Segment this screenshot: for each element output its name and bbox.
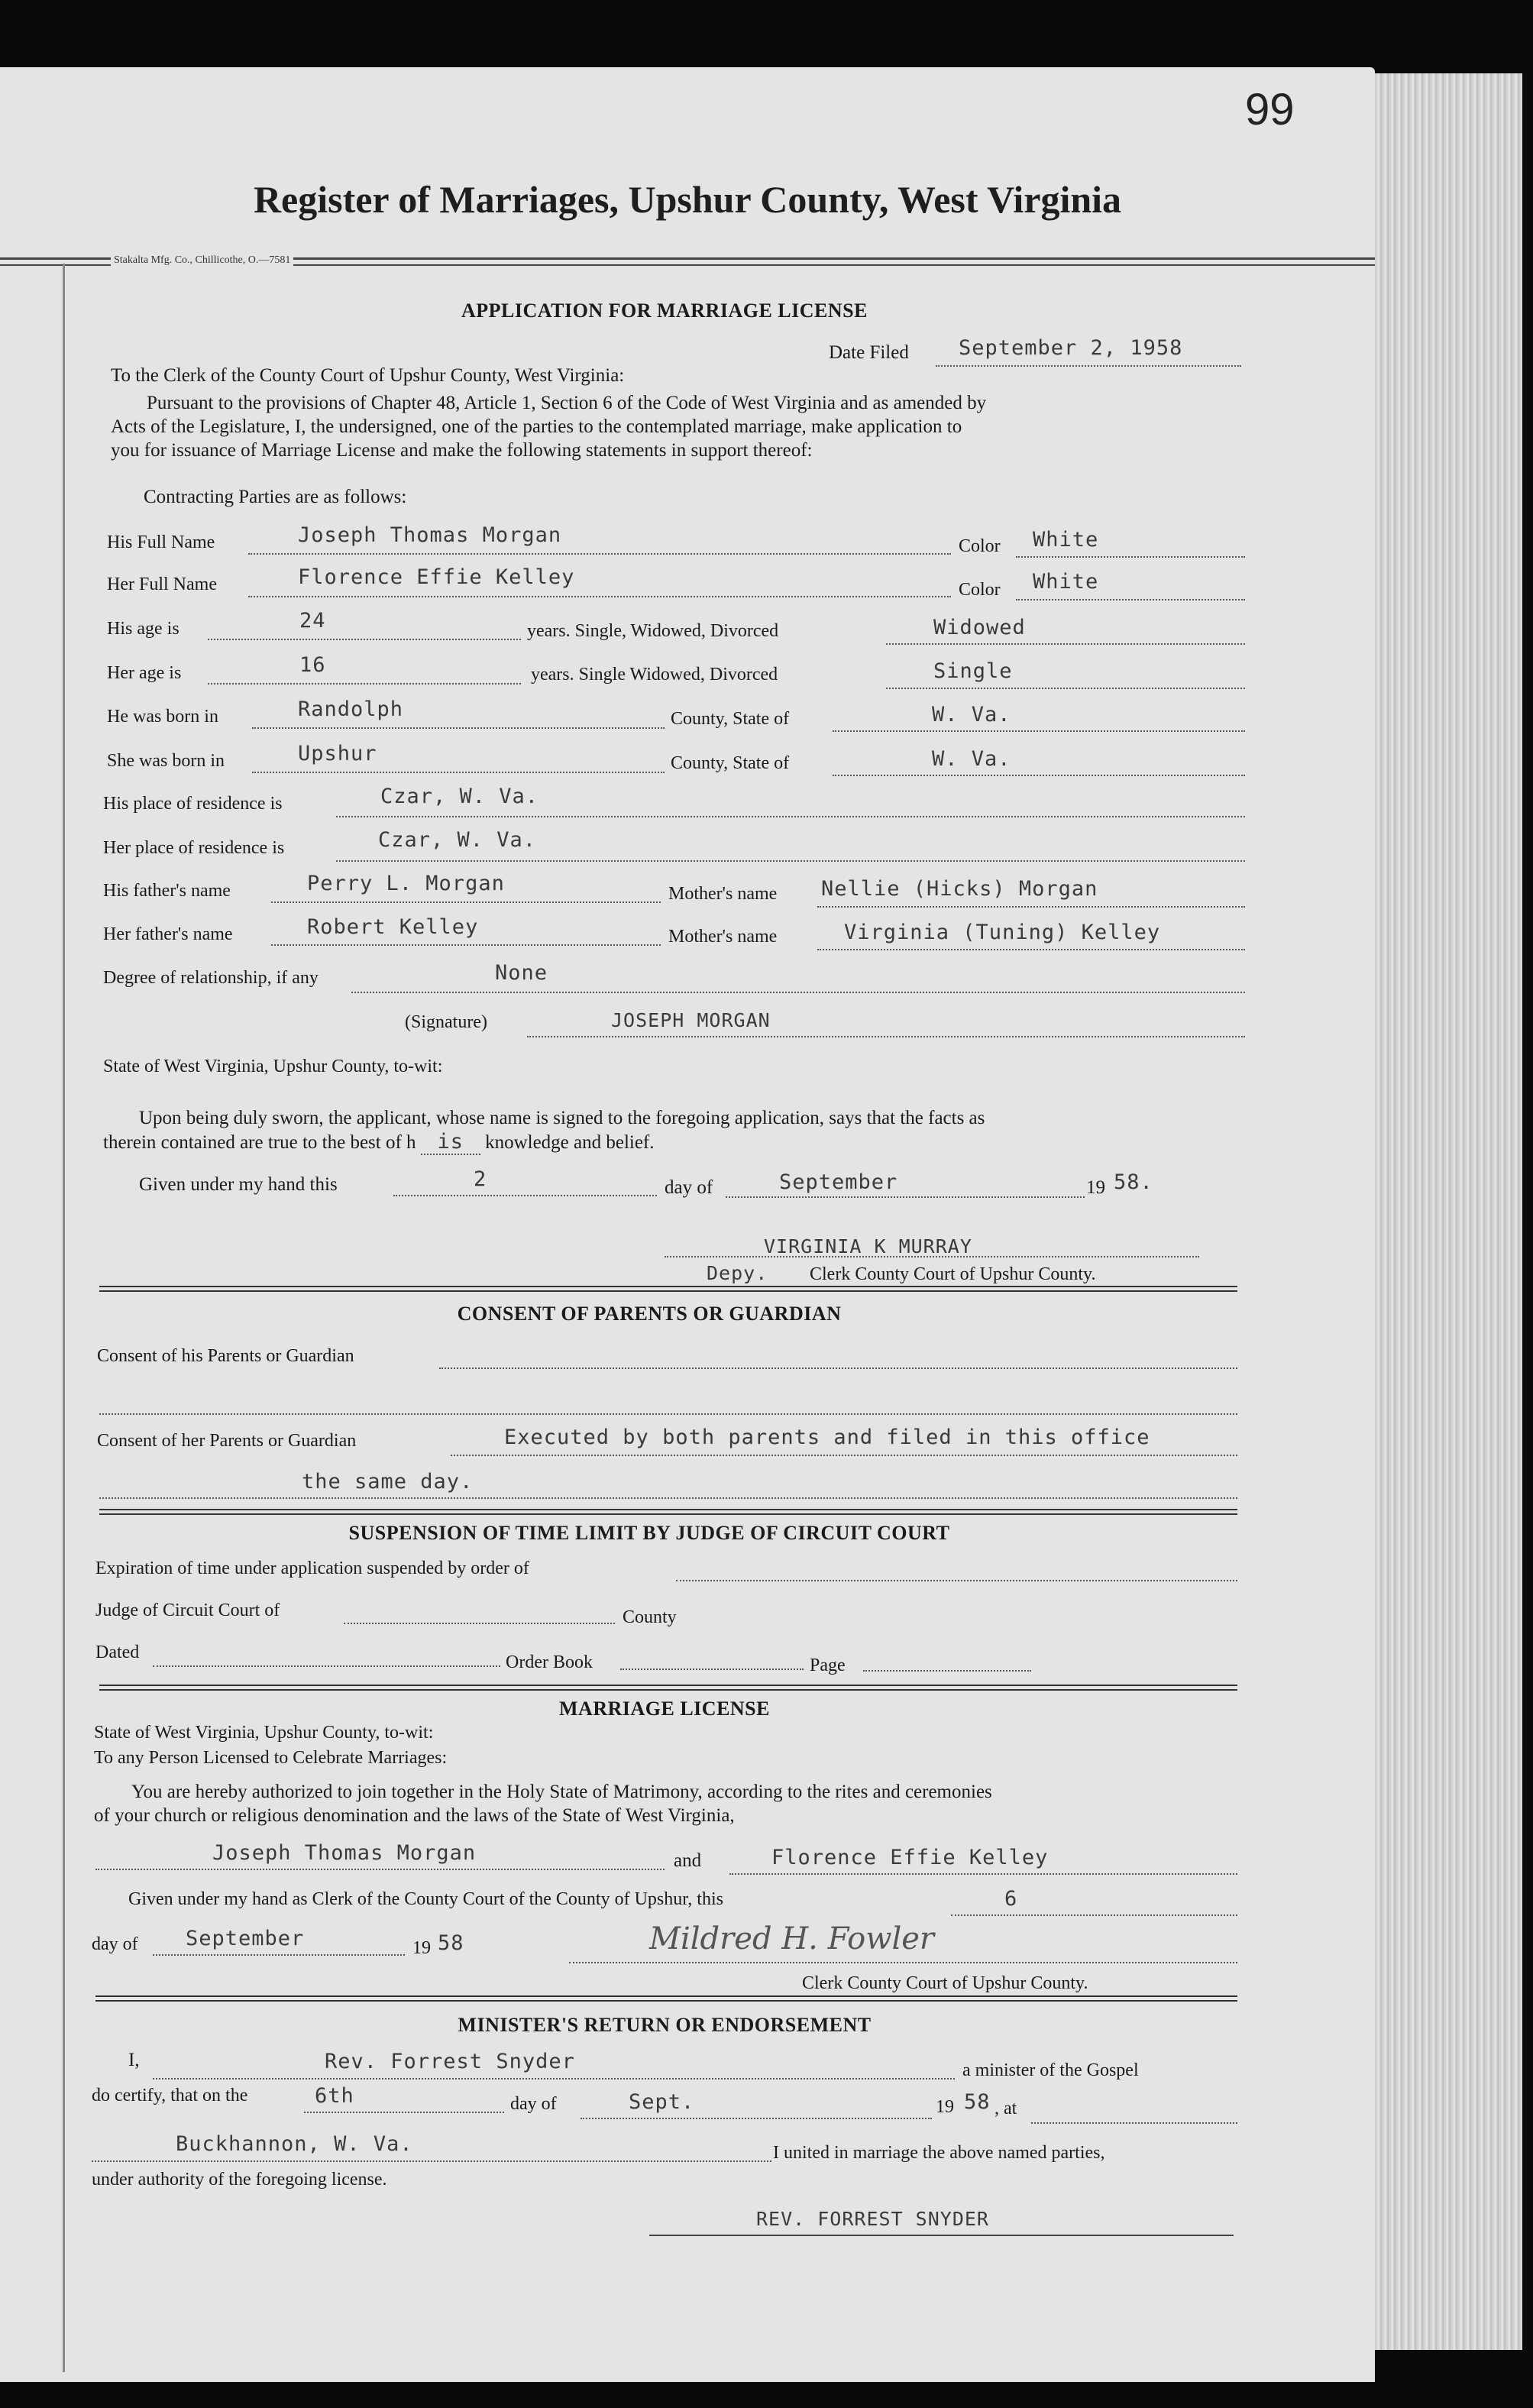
her-mother-value: Virginia (Tuning) Kelley [844, 921, 1161, 944]
dated-line [153, 1665, 500, 1667]
section-divider-2 [99, 1509, 1237, 1515]
his-name-line [248, 553, 951, 555]
her-father-value: Robert Kelley [307, 915, 479, 939]
page-line [863, 1670, 1031, 1672]
minister-heading: MINISTER'S RETURN OR ENDORSEMENT [458, 2014, 872, 2036]
section-divider-1 [99, 1286, 1237, 1292]
his-father-label: His father's name [103, 881, 231, 901]
sworn-line-2-start: therein contained are true to the best of h [103, 1132, 416, 1153]
her-residence-line [336, 860, 1245, 862]
her-name-line [248, 596, 951, 597]
dated-label: Dated [95, 1643, 140, 1662]
sworn-line-2 [103, 1130, 655, 1155]
minister-place-line [92, 2160, 771, 2162]
intro-line-2: Acts of the Legislature, I, the undersigned, one of the parties to the contemplated marriage, make application to [111, 416, 962, 437]
section-divider-4 [95, 1995, 1237, 2002]
her-age-label: Her age is [107, 663, 182, 683]
her-status-label: years. Single Widowed, Divorced [531, 665, 778, 685]
his-age-label: His age is [107, 619, 179, 639]
expiration-line [676, 1580, 1237, 1581]
license-month: September [186, 1927, 305, 1950]
date-filed-line [936, 365, 1241, 367]
section-divider-3 [99, 1685, 1237, 1691]
he-state-line [833, 730, 1245, 732]
his-age-value: 24 [299, 609, 326, 633]
given-label: Given under my hand this [139, 1174, 338, 1195]
minister-name: Rev. Forrest Snyder [325, 2050, 575, 2073]
license-and: and [674, 1850, 702, 1871]
consent-his-line [439, 1367, 1237, 1369]
her-mother-label: Mother's name [668, 927, 778, 947]
his-color-value: White [1033, 528, 1099, 552]
his-name-label: His Full Name [107, 532, 215, 552]
clerk-line [665, 1256, 1199, 1257]
her-mother-line [817, 949, 1245, 950]
she-born-line [252, 772, 665, 773]
consent-her-label: Consent of her Parents or Guardian [97, 1431, 357, 1451]
clerk-name: VIRGINIA K MURRAY [764, 1235, 972, 1257]
his-father-value: Perry L. Morgan [307, 872, 505, 895]
minister-month: Sept. [629, 2090, 695, 2114]
minister-certify-label: do certify, that on the [92, 2086, 248, 2105]
she-born-label: She was born in [107, 751, 225, 771]
clerk-depy: Depy. [707, 1262, 768, 1284]
to-clerk-line: To the Clerk of the County Court of Upshur County, West Virginia: [111, 365, 625, 386]
his-status-label: years. Single, Widowed, Divorced [527, 621, 779, 641]
given-day-value: 2 [474, 1167, 487, 1191]
license-year-prefix: 19 [412, 1938, 431, 1958]
judge-label: Judge of Circuit Court of [95, 1600, 280, 1620]
she-state-line [833, 775, 1245, 776]
signature-line [527, 1036, 1245, 1037]
his-color-line [1016, 556, 1245, 558]
minister-day-of: day of [510, 2094, 557, 2114]
sworn-line-1: Upon being duly sworn, the applicant, whose name is signed to the foregoing application, says that the facts as [139, 1108, 985, 1128]
suspension-heading: SUSPENSION OF TIME LIMIT BY JUDGE OF CIRCUIT COURT [348, 1522, 950, 1544]
minister-day-line [304, 2112, 504, 2113]
intro-line-1: Pursuant to the provisions of Chapter 48, Article 1, Section 6 of the Code of West Virginia and as amended by [147, 393, 987, 413]
his-residence-value: Czar, W. Va. [380, 785, 539, 808]
consent-her-line [451, 1455, 1237, 1456]
her-color-line [1016, 599, 1245, 600]
his-mother-value: Nellie (Hicks) Morgan [821, 877, 1098, 901]
license-authorized-1: You are hereby authorized to join together in the Holy State of Matrimony, according to the rites and ceremonies [131, 1782, 992, 1802]
license-bride-line [729, 1873, 1237, 1875]
consent-heading: CONSENT OF PARENTS OR GUARDIAN [457, 1303, 842, 1325]
contracting-parties: Contracting Parties are as follows: [144, 487, 407, 507]
her-residence-value: Czar, W. Va. [378, 828, 537, 852]
his-color-label: Color [959, 536, 1001, 556]
given-day-line [393, 1195, 657, 1196]
license-given-label: Given under my hand as Clerk of the County Court of the County of Upshur, this [128, 1889, 723, 1909]
date-filed-label: Date Filed [829, 342, 909, 363]
he-born-line [252, 727, 665, 729]
her-status-line [886, 688, 1245, 689]
page-number: 99 [1245, 85, 1295, 134]
intro-line-3: you for issuance of Marriage License and make the following statements in support thereof: [111, 440, 813, 461]
her-residence-label: Her place of residence is [103, 838, 285, 858]
state-line: State of West Virginia, Upshur County, to-wit: [103, 1057, 443, 1076]
order-book-line [620, 1668, 804, 1670]
his-mother-label: Mother's name [668, 884, 778, 904]
minister-i-label: I, [128, 2050, 140, 2070]
his-status-line [886, 643, 1245, 645]
county-label: County [623, 1607, 677, 1627]
minister-day: 6th [315, 2084, 354, 2108]
license-clerk-line [569, 1962, 1237, 1963]
he-county-state-label: County, State of [671, 709, 790, 729]
license-given-day: 6 [1004, 1887, 1018, 1911]
relationship-value: None [495, 961, 548, 985]
minister-month-line [581, 2118, 932, 2119]
her-color-value: White [1033, 570, 1099, 594]
his-mother-line [817, 906, 1245, 908]
his-name-value: Joseph Thomas Morgan [298, 523, 562, 547]
her-father-line [271, 944, 661, 946]
license-groom: Joseph Thomas Morgan [212, 1841, 477, 1865]
minister-signature: REV. FORREST SNYDER [756, 2208, 989, 2230]
her-age-line [208, 683, 521, 685]
date-filed-value: September 2, 1958 [959, 336, 1183, 360]
license-groom-line [95, 1869, 665, 1870]
book-page-edges [1367, 73, 1522, 2350]
given-year-prefix: 19 [1086, 1177, 1105, 1198]
sworn-pronoun: is [421, 1130, 480, 1155]
minister-signature-line [649, 2235, 1234, 2236]
minister-at-line [1031, 2122, 1237, 2124]
consent-her-value: Executed by both parents and filed in this office [504, 1426, 1150, 1449]
printer-imprint: Stakalta Mfg. Co., Chillicothe, O.—7581 [111, 254, 293, 267]
she-county-state-label: County, State of [671, 753, 790, 773]
he-born-label: He was born in [107, 707, 218, 727]
her-color-label: Color [959, 580, 1001, 600]
minister-united-label: I united in marriage the above named parties, [773, 2143, 1105, 2163]
minister-year-prefix: 19 [936, 2097, 954, 2117]
relationship-line [351, 992, 1245, 993]
license-heading: MARRIAGE LICENSE [559, 1698, 770, 1720]
application-heading: APPLICATION FOR MARRIAGE LICENSE [461, 299, 868, 322]
license-to-any: To any Person Licensed to Celebrate Marriages: [94, 1748, 448, 1768]
given-day-of-label: day of [665, 1177, 713, 1198]
signature-label: (Signature) [405, 1012, 487, 1032]
given-month-value: September [779, 1170, 898, 1194]
his-residence-label: His place of residence is [103, 794, 283, 814]
license-day-of: day of [92, 1934, 138, 1954]
relationship-label: Degree of relationship, if any [103, 968, 319, 988]
license-clerk-title: Clerk County Court of Upshur County. [802, 1973, 1088, 1993]
minister-at-label: , at [995, 2099, 1017, 2118]
license-given-day-line [951, 1914, 1237, 1916]
license-month-line [153, 1954, 405, 1956]
judge-line [344, 1623, 615, 1624]
his-father-line [271, 901, 661, 903]
applicant-signature: JOSEPH MORGAN [611, 1009, 771, 1031]
minister-gospel-label: a minister of the Gospel [962, 2060, 1139, 2080]
license-bride: Florence Effie Kelley [771, 1846, 1049, 1869]
consent-her-value-2: the same day. [302, 1470, 474, 1494]
given-month-line [726, 1196, 1085, 1198]
he-state-value: W. Va. [932, 703, 1011, 727]
register-title: Register of Marriages, Upshur County, West Virginia [253, 178, 1122, 221]
minister-authority-label: under authority of the foregoing license. [92, 2170, 387, 2190]
order-book-label: Order Book [506, 1652, 593, 1672]
license-state-line: State of West Virginia, Upshur County, to-wit: [94, 1723, 434, 1743]
he-born-value: Randolph [298, 697, 404, 721]
consent-his-line-2 [99, 1413, 1237, 1415]
license-clerk-signature: Mildred H. Fowler [649, 1921, 935, 1956]
license-year: 58 [438, 1931, 464, 1955]
consent-his-label: Consent of his Parents or Guardian [97, 1346, 354, 1366]
page-label: Page [810, 1656, 846, 1675]
her-name-value: Florence Effie Kelley [298, 565, 575, 589]
she-born-value: Upshur [298, 742, 377, 765]
expiration-label: Expiration of time under application suspended by order of [95, 1558, 529, 1578]
her-age-value: 16 [299, 653, 326, 677]
her-status-value: Single [933, 659, 1013, 683]
minister-name-line [153, 2078, 955, 2079]
she-state-value: W. Va. [932, 747, 1011, 771]
consent-her-line-2 [99, 1497, 1237, 1499]
her-name-label: Her Full Name [107, 574, 217, 594]
minister-place: Buckhannon, W. Va. [176, 2132, 413, 2156]
clerk-title: Clerk County Court of Upshur County. [810, 1264, 1096, 1284]
given-year-value: 58. [1114, 1170, 1153, 1194]
minister-year: 58 [964, 2090, 991, 2114]
sworn-line-2-end: knowledge and belief. [485, 1132, 655, 1153]
her-father-label: Her father's name [103, 924, 233, 944]
his-age-line [208, 639, 521, 640]
his-status-value: Widowed [933, 616, 1026, 639]
license-authorized-2: of your church or religious denomination and the laws of the State of West Virginia, [94, 1805, 735, 1826]
his-residence-line [336, 816, 1245, 817]
